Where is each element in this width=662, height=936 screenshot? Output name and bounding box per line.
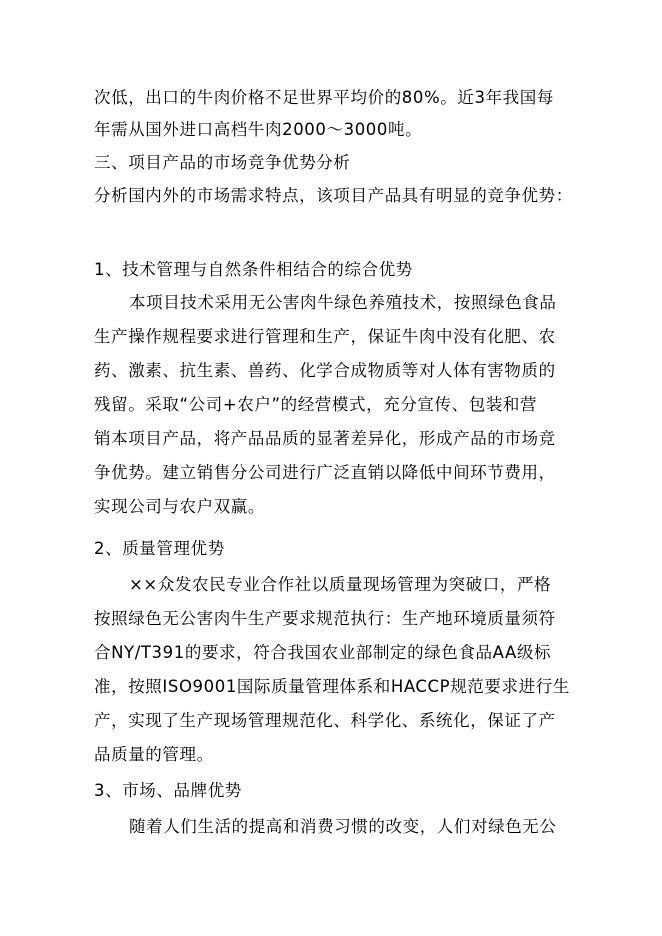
- text-line: 销本项目产品，将产品品质的显著差异化，形成产品的市场竞: [94, 429, 556, 448]
- text-line: 本项目技术采用无公害肉牛绿色养殖技术，按照绿色食品: [129, 293, 557, 312]
- text-line: 生产操作规程要求进行管理和生产，保证牛肉中没有化肥、农: [94, 327, 556, 346]
- section-heading: 三、项目产品的市场竞争优势分析: [94, 153, 351, 172]
- text-line: 按照绿色无公害肉牛生产要求规范执行：生产地环境质量须符: [94, 609, 556, 628]
- text-line: 争优势。建立销售分公司进行广泛直销以降低中间环节费用，: [94, 463, 556, 482]
- text-line: 分析国内外的市场需求特点，该项目产品具有明显的竞争优势：: [94, 186, 573, 205]
- text-line: 残留。采取“公司+农户”的经营模式，充分宣传、包装和营: [94, 395, 538, 414]
- subsection-heading: 1、技术管理与自然条件相结合的综合优势: [94, 260, 413, 279]
- subsection-heading: 3、市场、品牌优势: [94, 781, 242, 800]
- text-line: 准，按照ISO9001国际质量管理体系和HACCP规范要求进行生: [94, 677, 570, 696]
- text-line: 合NY/T391的要求，符合我国农业部制定的绿色食品AA级标: [94, 643, 552, 662]
- text-line: 次低，出口的牛肉价格不足世界平均价的80%。近3年我国每: [94, 88, 554, 107]
- subsection-heading: 2、质量管理优势: [94, 539, 225, 558]
- text-line: ××众发农民专业合作社以质量现场管理为突破口，严格: [129, 575, 552, 594]
- text-line: 产，实现了生产现场管理规范化、科学化、系统化，保证了产: [94, 711, 556, 730]
- text-line: 随着人们生活的提高和消费习惯的改变，人们对绿色无公: [129, 817, 557, 836]
- text-line: 品质量的管理。: [94, 745, 214, 764]
- text-line: 实现公司与农户双赢。: [94, 497, 265, 516]
- text-line: 药、激素、抗生素、兽药、化学合成物质等对人体有害物质的: [94, 361, 556, 380]
- text-line: 年需从国外进口高档牛肉2000～3000吨。: [94, 120, 423, 139]
